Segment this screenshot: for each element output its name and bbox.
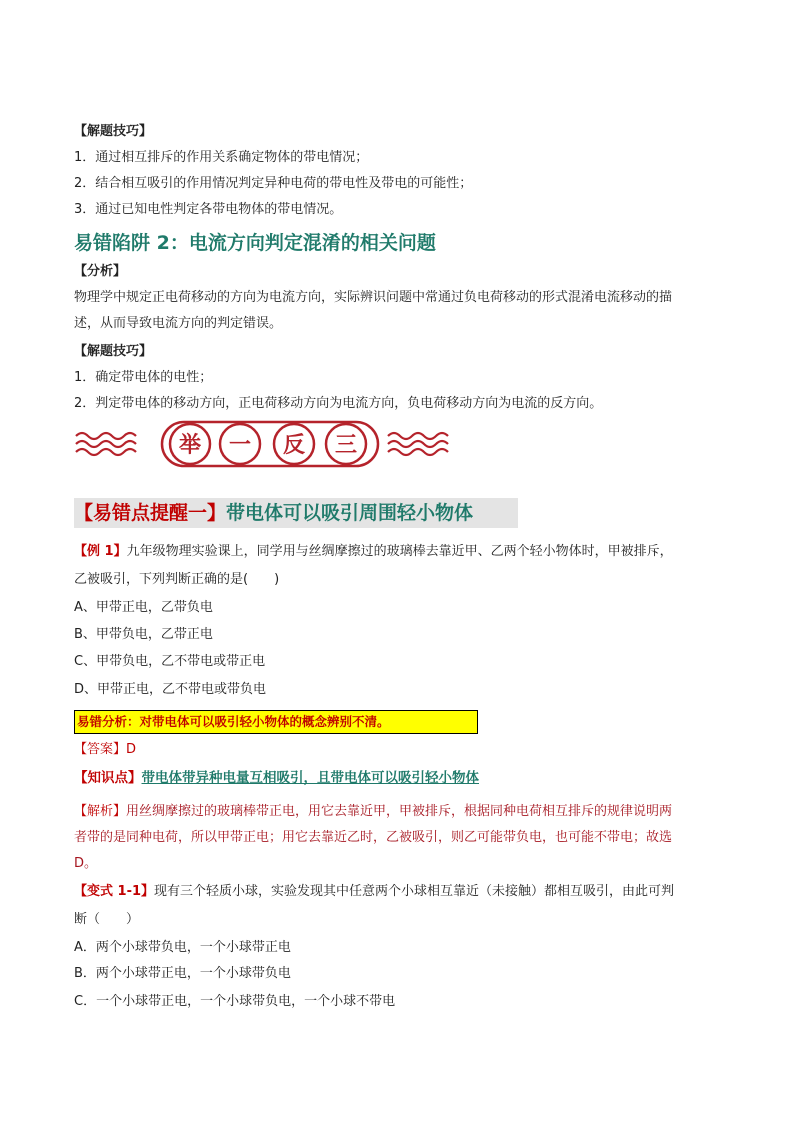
analysis-text: 用丝绸摩擦过的玻璃棒带正电，用它去靠近甲，甲被排斥，根据同种电荷相互排斥的规律说明两 <box>126 804 673 819</box>
tip-bracket: 【易错点提醒一】 <box>74 502 227 524</box>
tips-heading: 【解题技巧】 <box>74 344 153 359</box>
kp-label: 【知识点】 <box>74 770 142 786</box>
example-question <box>74 542 673 562</box>
analysis-line: 物理学中规定正电荷移动的方向为电流方向，实际辨识问题中常通过负电荷移动的形式混淆电流移动的描 <box>74 290 673 305</box>
variant-label: 【变式 1-1】 <box>74 884 155 899</box>
wave-decoration-left <box>76 433 136 455</box>
analysis-line: D。 <box>74 856 98 871</box>
analysis-line <box>74 802 672 822</box>
analysis-line: 者带的是同种电荷，所以甲带正电；用它去靠近乙时，乙被吸引，则乙可能带负电，也可能不带电；故选 <box>74 830 673 845</box>
variant-question <box>74 882 674 902</box>
tip-item: 1．通过相互排斥的作用关系确定物体的带电情况； <box>74 150 369 165</box>
section-title: 易错陷阱 2：电流方向判定混淆的相关问题 <box>74 232 436 254</box>
option-a: A．两个小球带负电，一个小球带正电 <box>74 940 291 955</box>
question-line: 断（ ） <box>74 912 140 927</box>
question-line: 乙被吸引，下列判断正确的是( ) <box>74 572 280 587</box>
knowledge-point <box>74 768 479 788</box>
tip-item: 3．通过已知电性判定各带电物体的带电情况。 <box>74 202 343 217</box>
tip-item: 1．确定带电体的电性； <box>74 370 213 385</box>
option-c: C．一个小球带正电，一个小球带负电，一个小球不带电 <box>74 994 396 1009</box>
tips-heading: 【解题技巧】 <box>74 124 153 139</box>
banner-char: 反 <box>282 433 306 458</box>
answer-line <box>74 740 136 760</box>
banner-graphic <box>74 416 394 472</box>
question-line: 现有三个轻质小球，实验发现其中任意两个小球相互靠近（未接触）都相互吸引，由此可判 <box>154 884 675 899</box>
option-c: C、甲带负电，乙不带电或带正电 <box>74 654 266 669</box>
error-analysis-box: 易错分析：对带电体可以吸引轻小物体的概念辨别不清。 <box>74 710 478 734</box>
tip-item: 2．结合相互吸引的作用情况判定异种电荷的带电性及带电的可能性； <box>74 176 473 191</box>
tip-item: 2．判定带电体的移动方向，正电荷移动方向为电流方向，负电荷移动方向为电流的反方向。 <box>74 396 603 411</box>
option-a: A、甲带正电，乙带负电 <box>74 600 213 615</box>
example-label: 【例 1】 <box>74 544 127 559</box>
analysis-label: 【解析】 <box>74 804 127 819</box>
wave-decoration-right <box>386 422 450 466</box>
banner-char: 一 <box>228 433 252 458</box>
analysis-heading: 【分析】 <box>74 264 127 279</box>
tip-text: 带电体可以吸引周围轻小物体 <box>226 502 474 524</box>
option-d: D、甲带正电，乙不带电或带负电 <box>74 682 267 697</box>
banner-char: 三 <box>334 433 358 458</box>
error-tip-heading <box>74 498 518 528</box>
option-b: B．两个小球带正电，一个小球带负电 <box>74 966 291 981</box>
question-line: 九年级物理实验课上，同学用与丝绸摩擦过的玻璃棒去靠近甲、乙两个轻小物体时，甲被排斥， <box>126 544 673 559</box>
banner-char: 举 <box>178 433 202 458</box>
answer-label: 【答案】 <box>74 742 127 757</box>
kp-text: 带电体带异种电量互相吸引，且带电体可以吸引轻小物体 <box>141 770 479 786</box>
option-b: B、甲带负电，乙带正电 <box>74 627 213 642</box>
answer-value: D <box>126 742 137 757</box>
analysis-line: 述，从而导致电流方向的判定错误。 <box>74 316 283 331</box>
